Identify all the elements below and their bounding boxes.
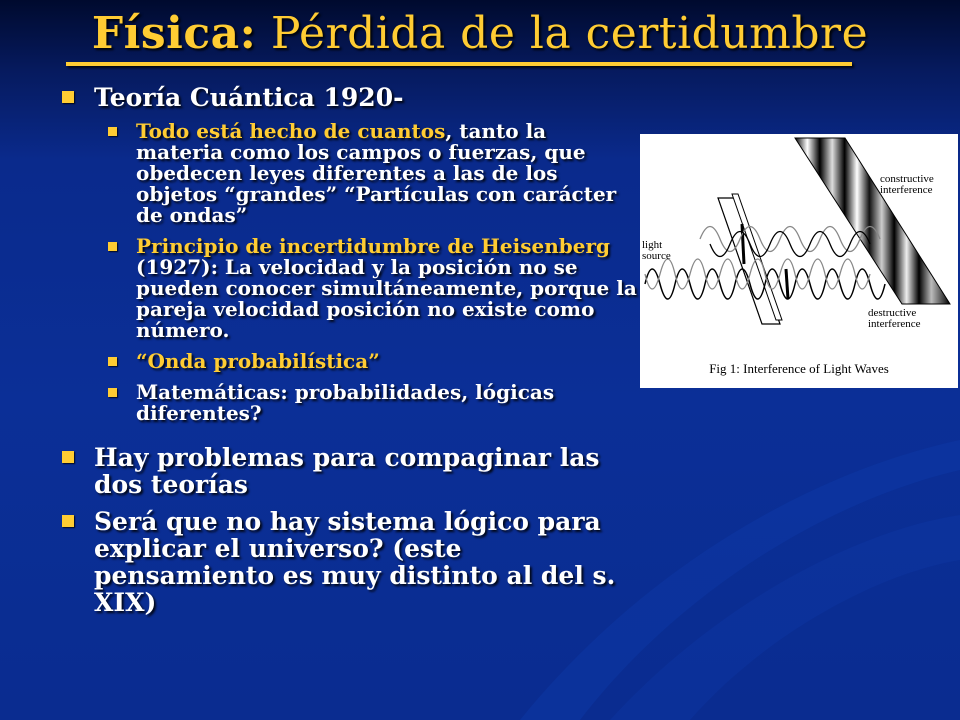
bullet-text: Teoría Cuántica 1920- [94, 83, 404, 112]
wave-gray-upper [700, 227, 880, 252]
bullet-marker [108, 127, 117, 136]
subbullet-probability-wave [58, 351, 638, 372]
highlight-text: Principio de incertidumbre de Heisenberg [136, 234, 611, 258]
bullet-marker [62, 91, 74, 103]
bullet-marker [62, 451, 74, 463]
label-light-source-2: source [642, 250, 671, 262]
label-light-source-1: light [642, 239, 663, 251]
highlight-text: Todo está hecho de cuantos [136, 119, 446, 143]
label-constructive-1: constructive [880, 173, 934, 185]
bullet-text: (1927): La velocidad y la posición no se pueden conocer simultáneamente, porque la pareja velocidad posición no existe como número. [136, 255, 637, 342]
bullet-logical-system [58, 508, 638, 616]
title-underline [66, 62, 852, 66]
subbullet-mathematics [58, 382, 638, 424]
bullet-marker [108, 357, 117, 366]
bullet-marker [108, 388, 117, 397]
bullet-text: Hay problemas para compaginar las dos teorías [94, 443, 600, 499]
interference-figure [640, 134, 958, 388]
title-rest: Pérdida de la certidumbre [256, 8, 869, 59]
highlight-text: “Onda probabilística” [136, 349, 380, 373]
bullet-quantum-theory [58, 84, 638, 111]
figure-caption: Fig 1: Interference of Light Waves [709, 361, 889, 376]
bullet-text: , tanto la materia como los campos o fuerzas, que obedecen leyes diferentes a las de los objetos “grandes” “Partículas con carácter de ondas” [136, 119, 617, 227]
label-constructive-2: interference [880, 184, 933, 196]
bullet-text: Será que no hay sistema lógico para explicar el universo? (este pensamiento es muy distinto al del s. XIX) [94, 507, 616, 617]
title-bold: Física: [91, 8, 257, 59]
subbullet-heisenberg [58, 236, 638, 341]
label-destructive-2: interference [868, 318, 921, 330]
bullet-reconcile-theories [58, 444, 638, 498]
slide-title [0, 6, 960, 62]
bullet-list [58, 84, 638, 626]
subbullet-quanta [58, 121, 638, 226]
bullet-marker [62, 515, 74, 527]
bullet-text: Matemáticas: probabilidades, lógicas diferentes? [136, 380, 555, 425]
label-destructive-1: destructive [868, 307, 917, 319]
bullet-marker [108, 242, 117, 251]
fringe-screen [795, 138, 950, 304]
